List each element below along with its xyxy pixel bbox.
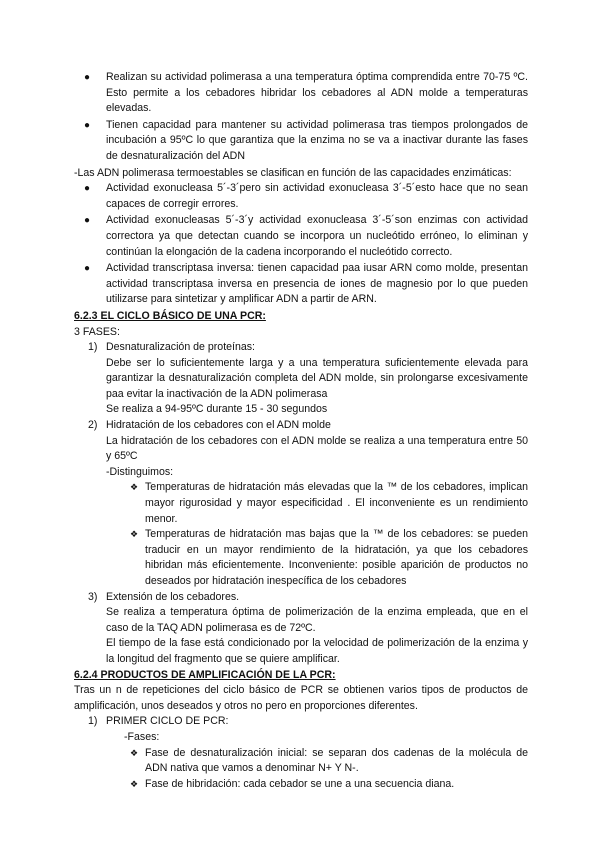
diamond-bullet-icon: ❖ <box>130 747 139 758</box>
bullet-icon: ● <box>84 72 91 83</box>
bullet-icon: ● <box>84 215 91 227</box>
pcr-steps-list <box>88 340 528 480</box>
pcr-step <box>88 590 528 668</box>
step-body: La hidratación de los cebadores con el ADN molde se realiza a una temperatura entre 50 y 65ºC <box>106 434 528 463</box>
list-item: ● Actividad transcriptasa inversa: tienen capacidad paa iusar ARN como molde, presentan actividad transcriptasa inversa en presencia de iones de magnesio por lo que pueden utilizarse para sintetizar y amplificar ADN a partir de ARN. <box>84 262 528 306</box>
pcr-step <box>88 340 528 418</box>
classification-intro: -Las ADN polimerasa termoestables se clasifican en función de las capacidades enzimáticas: <box>74 166 512 179</box>
step-body: Se realiza a temperatura óptima de polimerización de la enzima empleada, que en el caso de la TAQ ADN polimerasa es de 72ºC. <box>106 606 528 634</box>
pcr-step <box>88 418 528 480</box>
step-title: PRIMER CICLO DE PCR: <box>106 715 229 728</box>
list-item: ❖ Fase de hibridación: cada cebador se une a una secuencia diana. <box>145 777 528 793</box>
list-item: ● Actividad exonucleasa 5´-3´pero sin actividad exonucleasa 3´-5´esto hace que no sean capaces de corregir errores. <box>84 182 528 210</box>
diamond-bullet-icon: ❖ <box>130 778 139 789</box>
step-number: 1) <box>88 341 98 354</box>
products-step <box>88 714 528 745</box>
phases-label: 3 FASES: <box>74 325 120 338</box>
step-extra: El tiempo de la fase está condicionado por la velocidad de polimerización de la enzima y la longitud del fragmento que se quiere amplificar. <box>106 637 528 665</box>
step-number: 1) <box>88 715 98 728</box>
phases-label: -Fases: <box>124 730 160 743</box>
bullet-icon: ● <box>84 119 91 131</box>
bullet-icon: ● <box>84 183 91 195</box>
list-item: ❖ Temperaturas de hidratación mas bajas que la ™ de los cebadores: se pueden traducir en un mayor rendimiento de la hidratación, ya que los cebadores hibridan más eficientemente. Inconveniente: posible aparición de productos no deseados por hidratación inespecífica de los cebadores <box>130 528 528 587</box>
list-item: ● Actividad exonucleasas 5´-3´y actividad exonucleasa 3´-5´son enzimas con actividad correctora ya que detectan cuando se incorpora un nucleótido erróneo, lo eliminan y continúan la elongación de la cadena incorporando el nucleótido correcto. <box>84 214 528 258</box>
list-item: ● Realizan su actividad polimerasa a una temperatura óptima comprendida entre 70-75 ºC. Esto permite a los cebadores hibridar los cebadores al ADN molde a temperaturas elevadas. <box>84 71 528 115</box>
pcr-steps-list-cont <box>88 590 528 668</box>
section-heading-623: 6.2.3 EL CICLO BÁSICO DE UNA PCR: <box>74 309 266 322</box>
products-steps-list <box>88 714 528 745</box>
list-item: ❖ Temperaturas de hidratación más elevadas que la ™ de los cebadores, implican mayor rigurosidad y mayor especificidad . El inconveniente es un rendimiento menor. <box>130 481 528 525</box>
diamond-bullet-icon: ❖ <box>130 529 139 540</box>
step-extra: Se realiza a 94-95ºC durante 15 - 30 segundos <box>106 403 328 416</box>
intro-bullet-list <box>84 70 528 165</box>
step-title: Desnaturalización de proteínas: <box>106 341 255 354</box>
step-title: Extensión de los cebadores. <box>106 590 240 603</box>
step-number: 3) <box>88 590 98 603</box>
phases-points <box>130 746 528 793</box>
list-item: ❖ Fase de desnaturalización inicial: se separan dos cadenas de la molécula de ADN nativa que vamos a denominar N+ Y N-. <box>130 746 528 775</box>
section-intro: Tras un n de repeticiones del ciclo básico de PCR se obtienen varios tipos de productos de amplificación, unos deseados y otros no pero en proporciones diferentes. <box>74 684 528 712</box>
distinguish-points <box>130 480 528 589</box>
step-number: 2) <box>88 419 98 432</box>
list-item: ● Tienen capacidad para mantener su actividad polimerasa tras tiempos prolongados de incubación a 95ºC lo que garantiza que la enzima no se va a inactivar durante las fases de desnaturalización del ADN <box>84 118 528 162</box>
enzyme-bullet-list <box>84 181 528 308</box>
step-title: Hidratación de los cebadores con el ADN molde <box>106 419 331 432</box>
bullet-icon: ● <box>84 263 91 275</box>
step-body: Debe ser lo suficientemente larga y a una temperatura suficientemente elevada para garantizar la desnaturalización completa del ADN molde, sin prolongarse excesivamente paa evitar la inactivación de la ADN polimerasa <box>106 356 528 400</box>
section-heading-624: 6.2.4 PRODUCTOS DE AMPLIFICACIÓN DE LA PCR: <box>74 668 336 681</box>
diamond-bullet-icon: ❖ <box>130 482 139 493</box>
distinguish-label: -Distinguimos: <box>106 465 174 478</box>
